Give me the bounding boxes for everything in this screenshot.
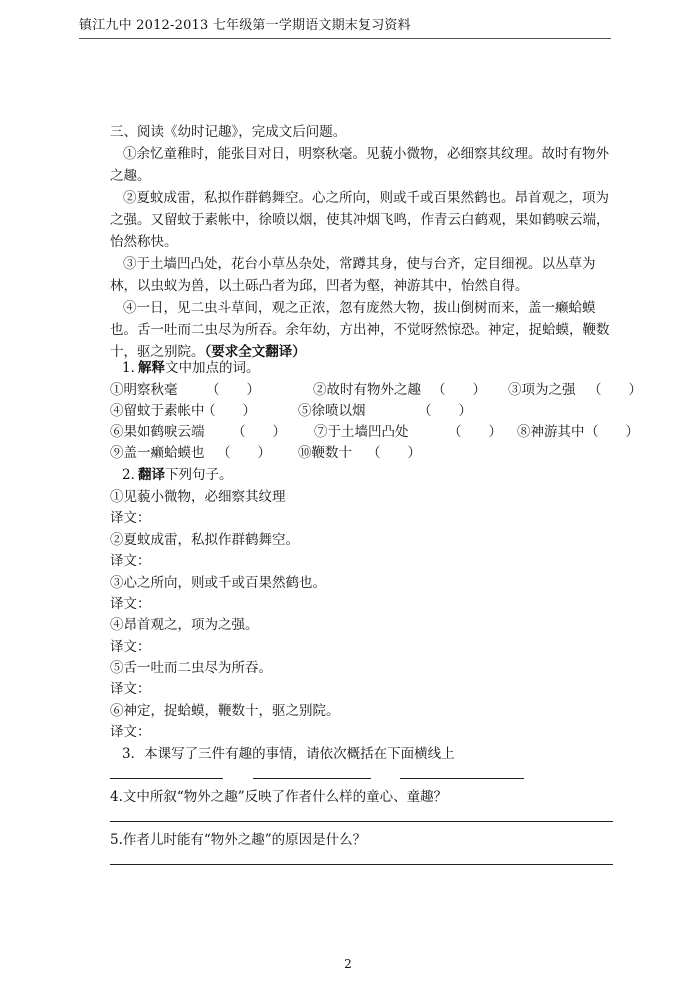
question-2-heading [122, 463, 662, 485]
term-item: ④留蚊于素帐中 [110, 403, 205, 419]
answer-blank[interactable]: （ ） [588, 382, 642, 398]
answer-blank[interactable]: （ ） [418, 403, 472, 419]
term-item: ①明察秋毫 [110, 382, 178, 398]
answer-blank[interactable]: （ ） [448, 424, 502, 440]
answer-blank[interactable]: （ ） [202, 403, 256, 419]
question-2-number: 2． [122, 467, 145, 483]
page-number: 2 [344, 957, 352, 971]
translation-label: 译文： [110, 681, 151, 697]
question-1-instruction: 文中加点的词。 [165, 360, 260, 376]
document-header: 镇江九中 2012-2013 七年级第一学期语文期末复习资料 [79, 18, 411, 33]
translation-sentence: ⑤舌一吐而二虫尽为所吞。 [110, 660, 272, 676]
section-title: 三、阅读《幼时记趣》，完成文后问题。 [110, 124, 347, 140]
answer-line-1[interactable] [110, 778, 223, 779]
answer-blank[interactable]: （ ） [367, 445, 421, 461]
question-1-keyword: 解释 [138, 360, 165, 376]
answer-line-3[interactable] [400, 778, 524, 779]
question-1-row-4 [110, 441, 650, 463]
answer-blank[interactable]: （ ） [585, 424, 639, 440]
header-rule [79, 38, 611, 39]
question-5: 5.作者儿时能有“物外之趣”的原因是什么？ [110, 832, 367, 848]
translation-sentence: ②夏蚊成雷，私拟作群鹤舞空。 [110, 532, 299, 548]
answer-blank[interactable]: （ ） [232, 424, 286, 440]
question-2-keyword: 翻译 [138, 467, 165, 483]
term-item: ⑦于土墙凹凸处 [314, 424, 409, 440]
term-item: ⑨盖一癞蛤蟆也 [110, 445, 205, 461]
question-1-row-2 [110, 399, 650, 421]
term-item: ③项为之强 [508, 382, 576, 398]
translation-sentence: ④昂首观之，项为之强。 [110, 617, 259, 633]
question-2-instruction: 下列句子。 [165, 467, 233, 483]
translation-label: 译文： [110, 639, 151, 655]
translation-sentence: ⑥神定，捉蛤蟆，鞭数十，驱之别院。 [110, 703, 340, 719]
passage-paragraph-4 [110, 297, 615, 363]
passage-paragraph-1: ①余忆童稚时，能张目对日，明察秋毫。见藐小微物，必细察其纹理。故时有物外之趣。 [110, 146, 609, 184]
passage-paragraph-3: ③于土墙凹凸处，花台小草丛杂处，常蹲其身，使与台齐，定目细视。以丛草为林，以虫蚁为兽，以土砾凸者为邱，凹者为壑，神游其中，怡然自得。 [110, 256, 596, 294]
question-1-number: 1． [122, 360, 145, 376]
passage-paragraph-4-text: ④一日，见二虫斗草间，观之正浓，忽有庞然大物，拔山倒树而来，盖一癞蛤蟆也。舌一吐而二虫尽为所吞。余年幼，方出神，不觉呀然惊恐。神定，捉蛤蟆，鞭数十，驱之别院。 [110, 300, 610, 360]
answer-blank[interactable]: （ ） [206, 382, 260, 398]
answer-line-4[interactable] [110, 821, 613, 822]
translation-label: 译文： [110, 510, 151, 526]
term-item: ⑤徐喷以烟 [298, 403, 366, 419]
term-item: ⑩鞭数十 [298, 445, 352, 461]
term-item: ②故时有物外之趣 [313, 382, 421, 398]
translation-sentence: ③心之所向，则或千或百果然鹤也。 [110, 575, 326, 591]
question-1-row-3 [110, 420, 650, 442]
passage-paragraph-2: ②夏蚊成雷，私拟作群鹤舞空。心之所向，则或千或百果然鹤也。昂首观之，项为之强。又留蚊于素帐中，徐喷以烟，使其冲烟飞鸣，作青云白鹤观，果如鹤唳云端，怡然称快。 [110, 190, 610, 250]
answer-blank[interactable]: （ ） [217, 445, 271, 461]
translation-requirement: （要求全文翻译） [204, 344, 306, 360]
question-3: 3．本课写了三件有趣的事情，请依次概括在下面横线上 [122, 746, 455, 762]
translation-label: 译文： [110, 553, 151, 569]
translation-label: 译文： [110, 724, 151, 740]
translation-label: 译文： [110, 596, 151, 612]
answer-line-5[interactable] [110, 864, 613, 865]
answer-line-2[interactable] [253, 778, 371, 779]
question-1-heading [122, 356, 662, 378]
question-1-row-1 [110, 378, 650, 400]
term-item: ⑧神游其中 [517, 424, 585, 440]
term-item: ⑥果如鹤唳云端 [110, 424, 205, 440]
question-4: 4.文中所叙“物外之趣”反映了作者什么样的童心、童趣？ [110, 789, 448, 805]
translation-sentence: ①见藐小微物，必细察其纹理 [110, 489, 286, 505]
answer-blank[interactable]: （ ） [432, 382, 486, 398]
